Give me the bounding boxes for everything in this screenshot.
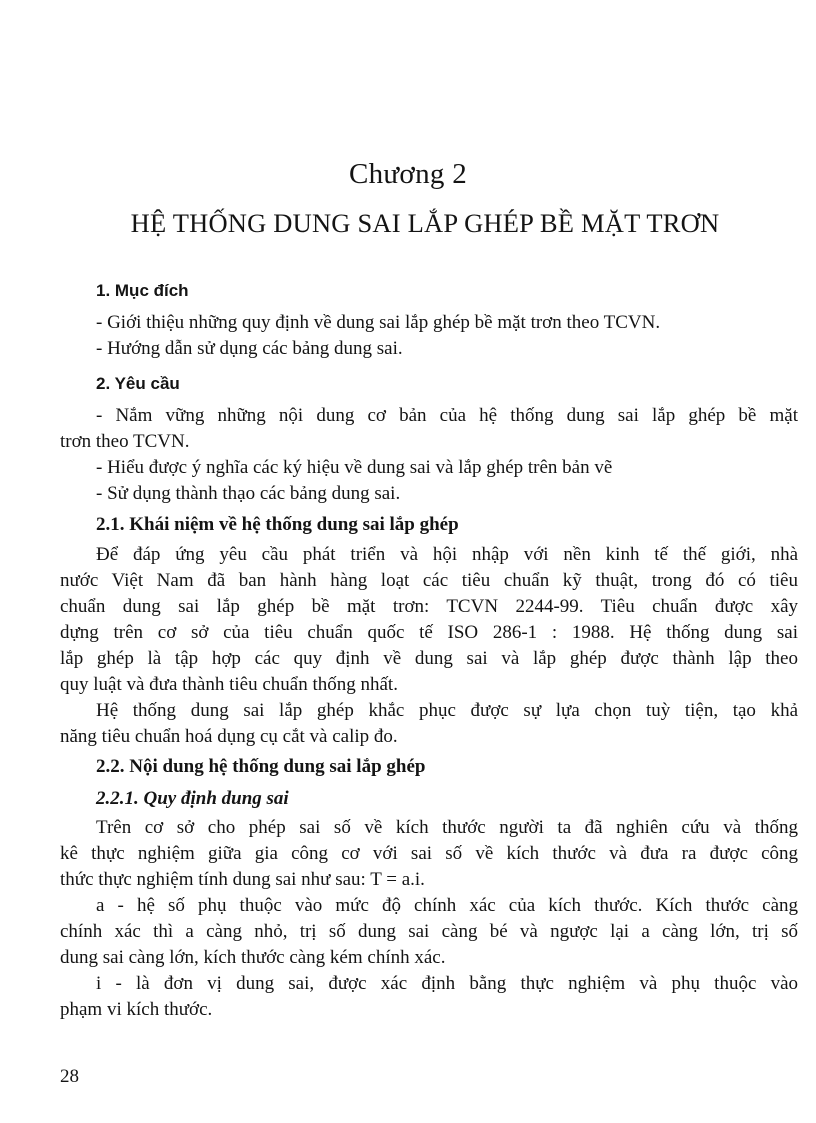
paragraph-line: chuẩn dung sai lắp ghép bề mặt trơn: TCVN 2244-99. Tiêu chuẩn được xây <box>60 596 798 617</box>
section-1-item: - Hướng dẫn sử dụng các bảng dung sai. <box>96 338 403 359</box>
paragraph-line: năng tiêu chuẩn hoá dụng cụ cắt và calip đo. <box>60 726 398 747</box>
subsection-2-2-heading: 2.2. Nội dung hệ thống dung sai lắp ghép <box>96 756 426 777</box>
subsection-2-1-heading: 2.1. Khái niệm về hệ thống dung sai lắp ghép <box>96 514 459 535</box>
section-2-item: - Sử dụng thành thạo các bảng dung sai. <box>96 483 401 504</box>
paragraph-line: dung sai càng lớn, kích thước càng kém chính xác. <box>60 947 446 968</box>
subsection-2-2-1-heading: 2.2.1. Quy định dung sai <box>96 788 289 809</box>
section-2-item-continued: trơn theo TCVN. <box>60 431 190 452</box>
chapter-label: Chương 2 <box>348 158 468 190</box>
section-1-heading: 1. Mục đích <box>96 281 189 300</box>
paragraph-line: a - hệ số phụ thuộc vào mức độ chính xác của kích thước. Kích thước càng <box>96 895 798 916</box>
paragraph-line: lắp ghép là tập hợp các quy định về dung sai và lắp ghép được thành lập theo <box>60 648 798 669</box>
paragraph-line: quy luật và đưa thành tiêu chuẩn thống nhất. <box>60 674 398 695</box>
paragraph-line: nước Việt Nam đã ban hành hàng loạt các tiêu chuẩn kỹ thuật, trong đó có tiêu <box>60 570 798 591</box>
section-2-heading: 2. Yêu cầu <box>96 374 180 393</box>
paragraph-line: kê thực nghiệm giữa gia công cơ với sai số về kích thước và đưa ra được công <box>60 843 798 864</box>
paragraph-line: Để đáp ứng yêu cầu phát triển và hội nhập với nền kinh tế thế giới, nhà <box>96 544 798 565</box>
paragraph-line: dựng trên cơ sở của tiêu chuẩn quốc tế ISO 286-1 : 1988. Hệ thống dung sai <box>60 622 798 643</box>
section-2-item: - Hiểu được ý nghĩa các ký hiệu về dung sai và lắp ghép trên bản vẽ <box>96 457 613 478</box>
paragraph-line: Hệ thống dung sai lắp ghép khắc phục được sự lựa chọn tuỳ tiện, tạo khả <box>96 700 798 721</box>
chapter-title: HỆ THỐNG DUNG SAI LẮP GHÉP BỀ MẶT TRƠN <box>130 208 720 238</box>
paragraph-line: i - là đơn vị dung sai, được xác định bằng thực nghiệm và phụ thuộc vào <box>96 973 798 994</box>
paragraph-line: Trên cơ sở cho phép sai số về kích thước người ta đã nghiên cứu và thống <box>96 817 798 838</box>
paragraph-line: phạm vi kích thước. <box>60 999 213 1020</box>
section-1-item: - Giới thiệu những quy định về dung sai lắp ghép bề mặt trơn theo TCVN. <box>96 312 661 333</box>
paragraph-line: chính xác thì a càng nhỏ, trị số dung sai càng bé và ngược lại a càng lớn, trị số <box>60 921 798 942</box>
section-2-item: - Nắm vững những nội dung cơ bản của hệ thống dung sai lắp ghép bề mặt <box>96 405 798 426</box>
page-number: 28 <box>60 1066 79 1087</box>
paragraph-line: thức thực nghiệm tính dung sai như sau: T = a.i. <box>60 869 425 890</box>
